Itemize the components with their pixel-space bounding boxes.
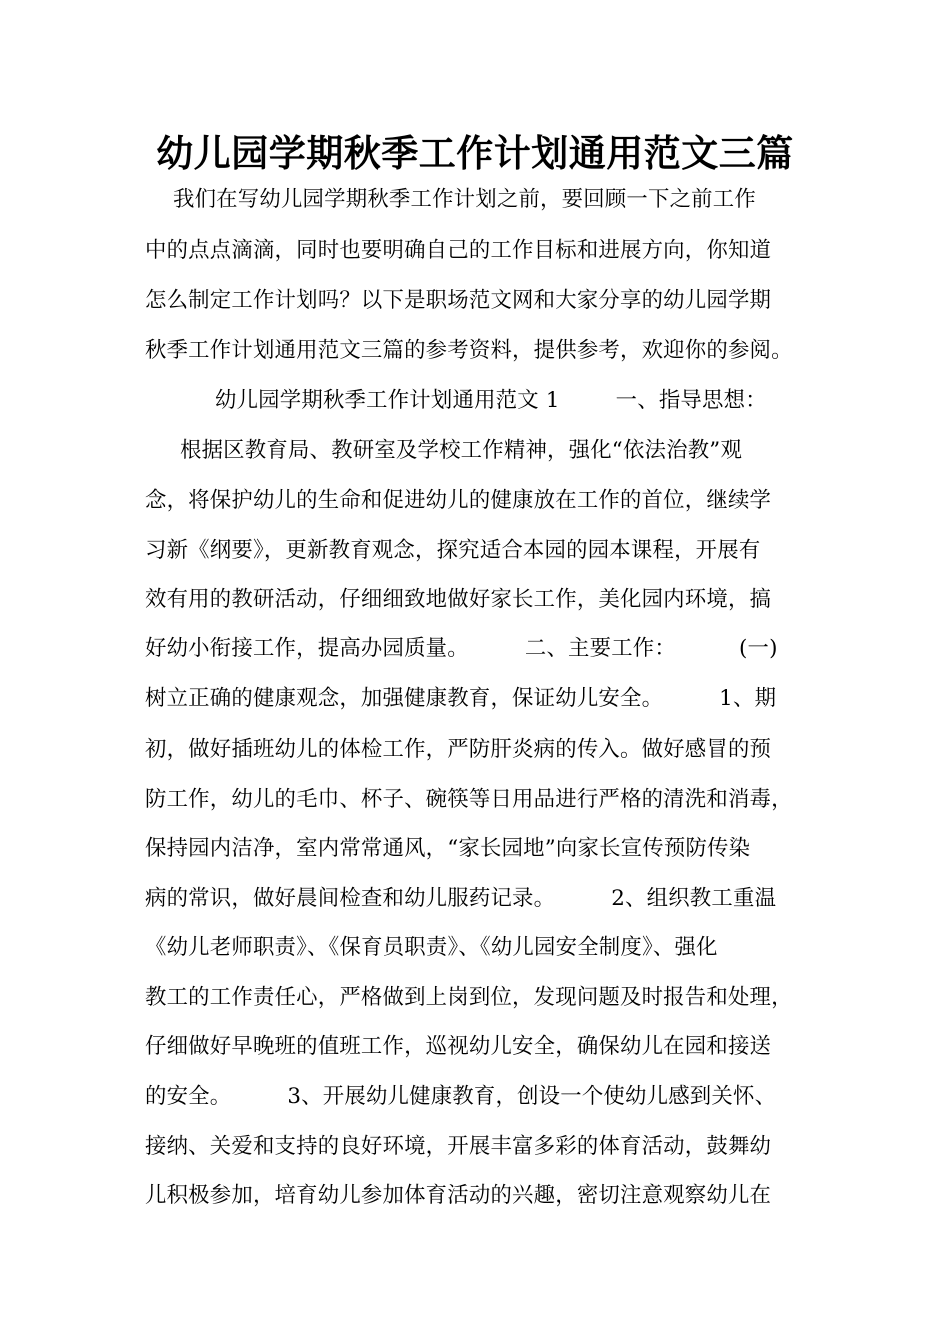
body-line: 仔细做好早晚班的值班工作，巡视幼儿安全，确保幼儿在园和接送 [145,1034,772,1059]
body-line: 初，做好插班幼儿的体检工作，严防肝炎病的传入。做好感冒的预 [145,737,772,762]
body-line: 根据区教育局、教研室及学校工作精神，强化“依法治教”观 [145,438,743,463]
body-line: 的安全。 3、开展幼儿健康教育，创设一个使幼儿感到关怀、 [145,1084,777,1109]
section-heading-line: 幼儿园学期秋季工作计划通用范文 1 一、指导思想： [145,388,767,413]
body-line: 习新《纲要》，更新教育观念，探究适合本园的园本课程，开展有 [145,538,761,563]
body-line: 儿积极参加，培育幼儿参加体育活动的兴趣，密切注意观察幼儿在 [145,1183,772,1208]
body-line: 《幼儿老师职责》、《保育员职责》、《幼儿园安全制度》、强化 [145,935,718,960]
body-line: 怎么制定工作计划吗？以下是职场范文网和大家分享的幼儿园学期 [145,288,772,313]
body-line: 念，将保护幼儿的生命和促进幼儿的健康放在工作的首位，继续学 [145,488,772,513]
body-line: 效有用的教研活动，仔细细致地做好家长工作，美化园内环境，搞 [145,587,772,612]
body-line: 中的点点滴滴，同时也要明确自己的工作目标和进展方向，你知道 [145,238,772,263]
body-line: 我们在写幼儿园学期秋季工作计划之前，要回顾一下之前工作 [145,187,756,212]
body-line: 树立正确的健康观念，加强健康教育，保证幼儿安全。 1、期 [145,686,777,711]
body-line: 保持园内洁净，室内常常通风，“家长园地”向家长宣传预防传染 [145,836,751,861]
body-line: 教工的工作责任心，严格做到上岗到位，发现问题及时报告和处理， [145,985,793,1010]
body-line: 秋季工作计划通用范文三篇的参考资料，提供参考，欢迎你的参阅。 [145,338,793,363]
body-line: 防工作，幼儿的毛巾、杯子、碗筷等日用品进行严格的清洗和消毒， [145,787,793,812]
body-line: 好幼小衔接工作，提高办园质量。 二、主要工作： (一) [145,636,778,661]
document-title: 幼儿园学期秋季工作计划通用范文三篇 [156,132,794,175]
body-line: 病的常识，做好晨间检查和幼儿服药记录。 2、组织教工重温 [145,886,777,911]
body-line: 接纳、关爱和支持的良好环境，开展丰富多彩的体育活动，鼓舞幼 [145,1134,772,1159]
